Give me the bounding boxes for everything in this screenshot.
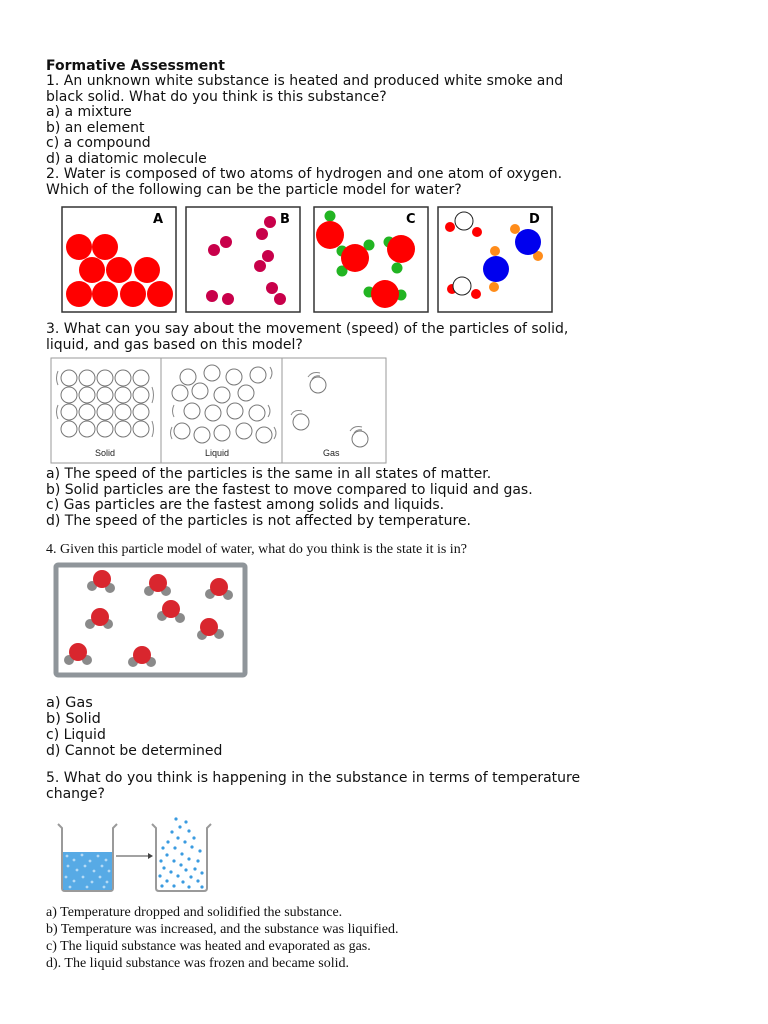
- panel-a-label: A: [153, 212, 164, 227]
- q4-option-c[interactable]: c) Liquid: [46, 727, 106, 743]
- question-2-text-line: 2. Water is composed of two atoms of hydrogen and one atom of oxygen.: [46, 166, 563, 182]
- q4-option-b[interactable]: b) Solid: [46, 711, 101, 727]
- panel-d: [438, 207, 552, 312]
- question-1: [46, 74, 563, 198]
- panel-c: [314, 207, 428, 312]
- question-1-text-line: black solid. What do you think is this substance?: [46, 88, 387, 105]
- q4-water-particle-model-figure: [52, 561, 250, 679]
- q5-option-c[interactable]: c) The liquid substance was heated and evaporated as gas.: [46, 939, 371, 954]
- q3-options: [46, 467, 533, 529]
- gas-label: Gas: [323, 448, 340, 458]
- question-3: [46, 322, 568, 353]
- question-2-text-line: Which of the following can be the particle model for water?: [46, 181, 462, 198]
- beaker-gas: [152, 817, 211, 891]
- panel-c-label: C: [406, 212, 416, 227]
- page-title: Formative Assessment: [46, 58, 225, 74]
- question-4-text: 4. Given this particle model of water, what do you think is the state it is in?: [46, 542, 467, 557]
- q3-option-c[interactable]: c) Gas particles are the fastest among solids and liquids.: [46, 497, 445, 513]
- q3-option-b[interactable]: b) Solid particles are the fastest to move compared to liquid and gas.: [46, 481, 533, 498]
- q5-options: [46, 904, 399, 972]
- q4-options: [46, 695, 222, 759]
- q5-option-d[interactable]: d). The liquid substance was frozen and became solid.: [46, 956, 349, 971]
- q3-option-d[interactable]: d) The speed of the particles is not affected by temperature.: [46, 512, 472, 529]
- q3-option-a[interactable]: a) The speed of the particles is the same in all states of matter.: [46, 466, 492, 482]
- liquid-label: Liquid: [205, 448, 230, 458]
- question-1-text-line: 1. An unknown white substance is heated and produced white smoke and: [46, 73, 564, 89]
- q4-option-d[interactable]: d) Cannot be determined: [46, 743, 223, 759]
- panel-b: [186, 207, 300, 312]
- q1-option-b[interactable]: b) an element: [46, 119, 145, 136]
- question-3-text-line: 3. What can you say about the movement (speed) of the particles of solid,: [46, 321, 569, 337]
- panel-b-label: B: [280, 212, 290, 227]
- q4-option-a[interactable]: a) Gas: [46, 695, 93, 711]
- q3-states-of-matter-figure: [50, 357, 390, 465]
- panel-d-label: D: [529, 212, 540, 227]
- q1-option-c[interactable]: c) a compound: [46, 135, 151, 151]
- q2-particle-model-figure: [58, 204, 556, 316]
- panel-a: [62, 207, 176, 312]
- question-3-text-line: liquid, and gas based on this model?: [46, 336, 303, 353]
- solid-label: Solid: [95, 448, 116, 458]
- arrow-icon: [116, 853, 153, 859]
- beaker-liquid: [58, 824, 117, 891]
- q5-option-b[interactable]: b) Temperature was increased, and the substance was liquified.: [46, 922, 399, 937]
- q5-beaker-figure: [52, 814, 214, 894]
- question-5: [46, 771, 580, 802]
- q1-option-a[interactable]: a) a mixture: [46, 104, 132, 120]
- q5-option-a[interactable]: a) Temperature dropped and solidified the substance.: [46, 905, 343, 920]
- question-5-text-line: 5. What do you think is happening in the substance in terms of temperature: [46, 770, 581, 786]
- question-5-text-line: change?: [46, 785, 105, 802]
- q1-option-d[interactable]: d) a diatomic molecule: [46, 150, 207, 167]
